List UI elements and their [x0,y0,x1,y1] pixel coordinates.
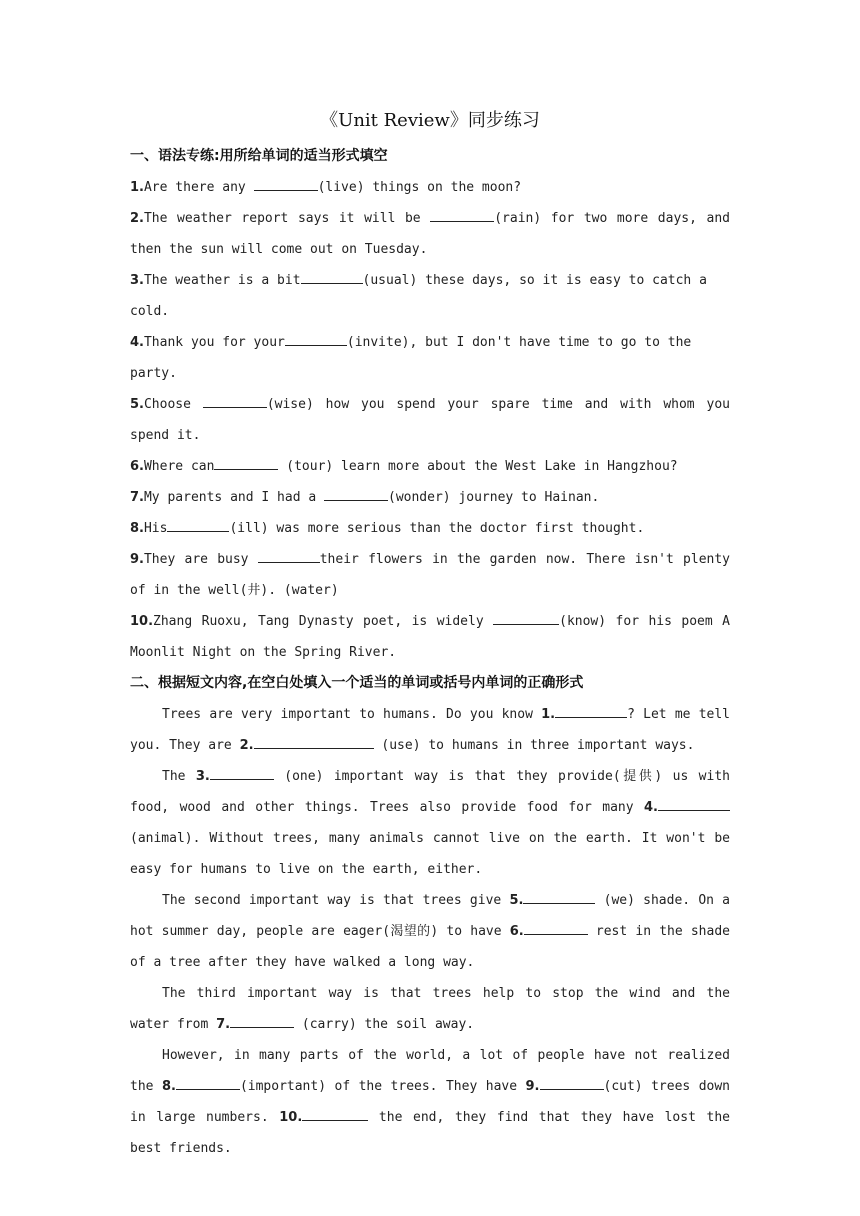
answer-blank[interactable] [176,1075,240,1090]
question-10: 10.Zhang Ruoxu, Tang Dynasty poet, is widely (know) for his poem A Moonlit Night on the Spring River. [130,606,730,668]
question-8: 8.His (ill) was more serious than the doctor first thought. [130,513,730,544]
answer-blank[interactable] [258,548,320,563]
question-1: 1.Are there any (live) things on the moon? [130,172,730,203]
answer-blank[interactable] [214,455,278,470]
question-6: 6.Where can (tour) learn more about the West Lake in Hangzhou? [130,451,730,482]
answer-blank[interactable] [658,796,730,811]
worksheet-page [130,100,738,1164]
question-7: 7.My parents and I had a (wonder) journey to Hainan. [130,482,730,513]
answer-blank[interactable] [301,269,363,284]
answer-blank[interactable] [167,517,229,532]
answer-blank[interactable] [324,486,388,501]
answer-blank[interactable] [555,703,627,718]
section-heading-grammar: 一、语法专练:用所给单词的适当形式填空 [130,148,388,164]
question-3: 3.The weather is a bit (usual) these days, so it is easy to catch a cold. [130,265,730,327]
answer-blank[interactable] [493,610,559,625]
answer-blank[interactable] [230,1013,294,1028]
answer-blank[interactable] [254,176,318,191]
answer-blank[interactable] [302,1106,368,1121]
page-title: 《Unit Review》同步练习 [320,110,540,131]
answer-blank[interactable] [203,393,267,408]
answer-blank[interactable] [524,920,588,935]
question-4: 4.Thank you for your (invite), but I don't have time to go to the party. [130,327,730,389]
section-heading-passage: 二、根据短文内容,在空白处填入一个适当的单词或括号内单词的正确形式 [130,675,584,691]
answer-blank[interactable] [210,765,274,780]
question-5: 5.Choose (wise) how you spend your spare time and with whom you spend it. [130,389,730,451]
passage-paragraph-3: The second important way is that trees give 5. (we) shade. On a hot summer day, people are eager(渴望的) to have 6. rest in the shade of a tree after they have walked a long way. [130,885,730,978]
passage-paragraph-1: Trees are very important to humans. Do you know 1. ? Let me tell you. They are 2. (use) to humans in three important ways. [130,699,730,761]
question-2: 2.The weather report says it will be (rain) for two more days, and then the sun will come out on Tuesday. [130,203,730,265]
answer-blank[interactable] [285,331,347,346]
passage-paragraph-4: The third important way is that trees help to stop the wind and the water from 7. (carry) the soil away. [130,986,730,1032]
answer-blank[interactable] [540,1075,604,1090]
passage-paragraph-2: The 3. (one) important way is that they provide(提供) us with food, wood and other things. Trees also provide food for many 4.(animal). Without trees, many animals cannot live on the earth. It won't be easy for humans to live on the earth, either. [130,761,730,885]
answer-blank[interactable] [254,734,374,749]
question-9: 9.They are busy their flowers in the garden now. There isn't plenty of in the well(井). (water) [130,544,730,606]
passage-paragraph-5: However, in many parts of the world, a lot of people have not realized the 8. (important) of the trees. They have 9. (cut) trees down in large numbers. 10. the end, they find that they have lost the best friends. [130,1048,730,1156]
answer-blank[interactable] [523,889,595,904]
answer-blank[interactable] [430,207,494,222]
